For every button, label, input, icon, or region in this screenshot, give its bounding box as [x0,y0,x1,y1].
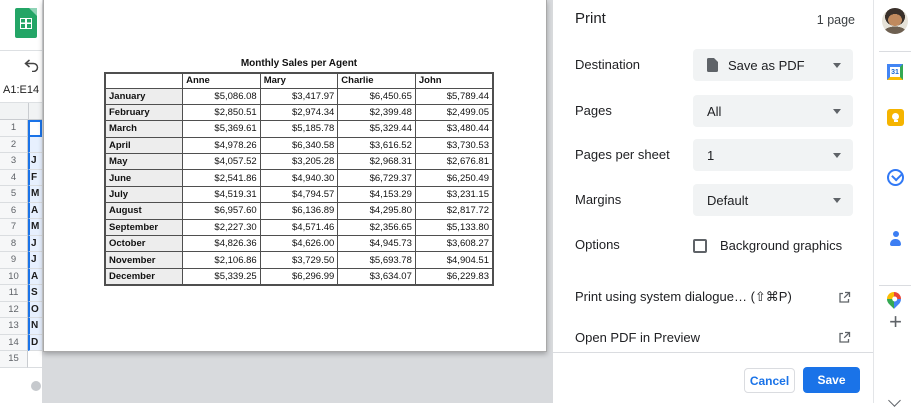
sales-value-cell: $3,729.50 [260,252,338,268]
table-row [105,268,493,284]
system-dialog-link[interactable] [575,290,851,304]
sales-value-cell: $4,904.51 [415,252,493,268]
sales-value-cell: $6,250.49 [415,170,493,186]
calendar-day-number: 31 [891,68,899,76]
save-button[interactable]: Save [803,367,860,393]
cell-sliver[interactable]: N [28,318,42,335]
cell-sliver[interactable] [28,137,42,154]
sales-value-cell: $2,817.72 [415,203,493,219]
sheet-row [0,170,42,187]
cell-sliver[interactable] [28,120,42,137]
sales-value-cell: $6,729.37 [338,170,416,186]
pages-per-sheet-dropdown[interactable] [693,139,853,171]
cell-sliver[interactable]: J [28,153,42,170]
corner-separator [28,103,29,120]
row-number[interactable]: 10 [0,269,28,286]
sales-value-cell: $5,339.25 [183,268,261,284]
cell-sliver[interactable]: M [28,219,42,236]
month-cell: November [105,252,183,268]
sheet-row [0,285,42,302]
month-cell: December [105,268,183,284]
agent-column-header: Mary [260,73,338,88]
destination-value: Save as PDF [728,57,805,73]
row-headers [0,120,42,368]
google-sheets-logo-icon [15,8,37,38]
sales-value-cell: $6,136.89 [260,203,338,219]
google-contacts-icon[interactable] [887,230,904,247]
cell-sliver[interactable] [28,351,42,368]
sales-value-cell: $2,399.48 [338,104,416,120]
name-box[interactable]: A1:E14 [3,84,40,96]
row-number[interactable]: 1 [0,120,28,137]
row-number[interactable]: 12 [0,302,28,319]
table-row [105,252,493,268]
sales-value-cell: $4,978.26 [183,137,261,153]
row-number[interactable]: 11 [0,285,28,302]
print-preview-area [42,0,553,403]
month-cell: May [105,154,183,170]
table-title: Monthly Sales per Agent [240,58,358,69]
cell-sliver[interactable]: S [28,285,42,302]
sales-value-cell: $2,676.81 [415,154,493,170]
month-cell: February [105,104,183,120]
sales-value-cell: $6,340.58 [260,137,338,153]
add-addon-plus-icon[interactable]: + [889,309,902,334]
month-cell: July [105,186,183,202]
table-row [105,154,493,170]
sheet-row [0,335,42,352]
table-row [105,219,493,235]
sheet-row [0,186,42,203]
row-number[interactable]: 9 [0,252,28,269]
chevron-down-icon [833,63,841,68]
pages-per-sheet-value: 1 [707,147,715,163]
sales-value-cell: $4,826.36 [183,236,261,252]
sales-value-cell: $6,957.60 [183,203,261,219]
sales-value-cell: $4,519.31 [183,186,261,202]
sales-value-cell: $3,231.15 [415,186,493,202]
sales-value-cell: $5,086.08 [183,88,261,104]
cell-sliver[interactable]: J [28,252,42,269]
sales-value-cell: $3,480.44 [415,121,493,137]
row-number[interactable]: 14 [0,335,28,352]
destination-label: Destination [575,57,641,72]
table-row [105,121,493,137]
open-pdf-preview-label: Open PDF in Preview [575,329,700,345]
open-pdf-preview-link[interactable] [575,330,851,344]
background-graphics-checkbox[interactable] [693,239,707,253]
pages-per-sheet-label: Pages per sheet [575,147,670,162]
system-dialog-label: Print using system dialogue… (⇧⌘P) [575,289,792,304]
sales-value-cell: $5,329.44 [338,121,416,137]
sales-value-cell: $3,205.28 [260,154,338,170]
destination-dropdown[interactable] [693,49,853,81]
chevron-down-icon [833,153,841,158]
sales-value-cell: $2,106.86 [183,252,261,268]
cell-sliver[interactable]: M [28,186,42,203]
month-cell: August [105,203,183,219]
cell-sliver[interactable]: O [28,302,42,319]
print-dialog-panel [553,0,873,403]
avatar[interactable] [882,8,908,34]
preview-page [43,0,547,352]
footer-divider [553,352,873,353]
sales-value-cell: $6,296.99 [260,268,338,284]
chevron-down-icon [833,198,841,203]
scrollbar-thumb[interactable] [31,381,41,391]
sales-value-cell: $4,945.73 [338,236,416,252]
sheet-row [0,203,42,220]
month-cell: June [105,170,183,186]
sales-value-cell: $4,626.00 [260,236,338,252]
background-graphics-label: Background graphics [720,238,843,253]
corner-cell [105,73,183,88]
sales-value-cell: $2,968.31 [338,154,416,170]
google-keep-icon[interactable] [887,109,904,126]
sheet-row [0,351,42,368]
dialog-title: Print [575,10,606,27]
sheet-row [0,252,42,269]
rail-divider [879,51,911,52]
month-cell: October [105,236,183,252]
logo-grid [20,18,32,29]
sales-value-cell: $6,450.65 [338,88,416,104]
sheet-row [0,269,42,286]
month-cell: September [105,219,183,235]
agent-column-header: Charlie [338,73,416,88]
sales-value-cell: $3,417.97 [260,88,338,104]
column-header-strip [0,103,42,120]
sheet-row [0,318,42,335]
table-row [105,137,493,153]
table-row [105,186,493,202]
sales-value-cell: $3,730.53 [415,137,493,153]
sales-table [104,72,494,286]
sales-value-cell: $5,185.78 [260,121,338,137]
margins-value: Default [707,192,749,208]
cell-sliver[interactable]: A [28,269,42,286]
sales-value-cell: $4,153.29 [338,186,416,202]
margins-dropdown[interactable] [693,184,853,216]
toolbar-divider [0,50,42,51]
page-count: 1 page [816,13,855,27]
external-link-icon [838,291,851,304]
margins-label: Margins [575,192,622,207]
row-number[interactable]: 3 [0,153,28,170]
rail-divider [879,285,911,286]
agent-column-header: Anne [183,73,261,88]
sheet-row [0,219,42,236]
sheets-app-strip [0,0,42,403]
sales-value-cell: $2,499.05 [415,104,493,120]
month-cell: April [105,137,183,153]
sheet-row [0,302,42,319]
row-number[interactable]: 7 [0,219,28,236]
sales-value-cell: $2,974.34 [260,104,338,120]
sales-value-cell: $4,571.46 [260,219,338,235]
options-row [693,238,842,253]
google-calendar-icon[interactable] [887,64,903,80]
pages-value: All [707,103,722,119]
logo-fold [29,8,37,16]
row-number[interactable]: 5 [0,186,28,203]
sales-value-cell: $2,356.65 [338,219,416,235]
row-number[interactable]: 6 [0,203,28,220]
month-cell: March [105,121,183,137]
month-cell: January [105,88,183,104]
google-maps-icon[interactable] [884,289,904,309]
chevron-down-icon [833,109,841,114]
sales-value-cell: $5,133.80 [415,219,493,235]
cancel-button[interactable]: Cancel [744,368,795,393]
sales-value-cell: $6,229.83 [415,268,493,284]
row-number[interactable]: 2 [0,137,28,154]
sales-value-cell: $5,369.61 [183,121,261,137]
sales-value-cell: $5,789.44 [415,88,493,104]
cell-sliver[interactable]: D [28,335,42,352]
table-row [105,104,493,120]
row-number[interactable]: 8 [0,236,28,253]
table-row [105,236,493,252]
table-body [105,88,493,285]
sales-value-cell: $5,693.78 [338,252,416,268]
chevron-down-icon[interactable] [888,394,901,407]
sales-value-cell: $3,634.07 [338,268,416,284]
row-number[interactable]: 4 [0,170,28,187]
sheet-row [0,153,42,170]
pages-dropdown[interactable] [693,95,853,127]
cell-sliver[interactable]: A [28,203,42,220]
table-header-row [105,73,493,88]
cell-sliver[interactable]: J [28,236,42,253]
agent-column-header: John [415,73,493,88]
sales-value-cell: $4,295.80 [338,203,416,219]
google-tasks-icon[interactable] [887,169,904,186]
sheet-row [0,137,42,154]
sales-value-cell: $2,227.30 [183,219,261,235]
table-row [105,170,493,186]
external-link-icon [838,331,851,344]
sales-value-cell: $2,850.51 [183,104,261,120]
sales-value-cell: $4,940.30 [260,170,338,186]
sales-value-cell: $4,794.57 [260,186,338,202]
sales-value-cell: $2,541.86 [183,170,261,186]
sales-value-cell: $3,616.52 [338,137,416,153]
cell-sliver[interactable]: F [28,170,42,187]
table-row [105,88,493,104]
undo-icon[interactable] [24,59,39,77]
pdf-document-icon [707,58,718,72]
options-label: Options [575,237,620,252]
sales-value-cell: $3,608.27 [415,236,493,252]
sales-value-cell: $4,057.52 [183,154,261,170]
table-row [105,203,493,219]
sheet-row [0,236,42,253]
row-number[interactable]: 13 [0,318,28,335]
row-number[interactable]: 15 [0,351,28,368]
sheet-row [0,120,42,137]
pages-label: Pages [575,103,612,118]
workspace-side-rail [873,0,916,403]
